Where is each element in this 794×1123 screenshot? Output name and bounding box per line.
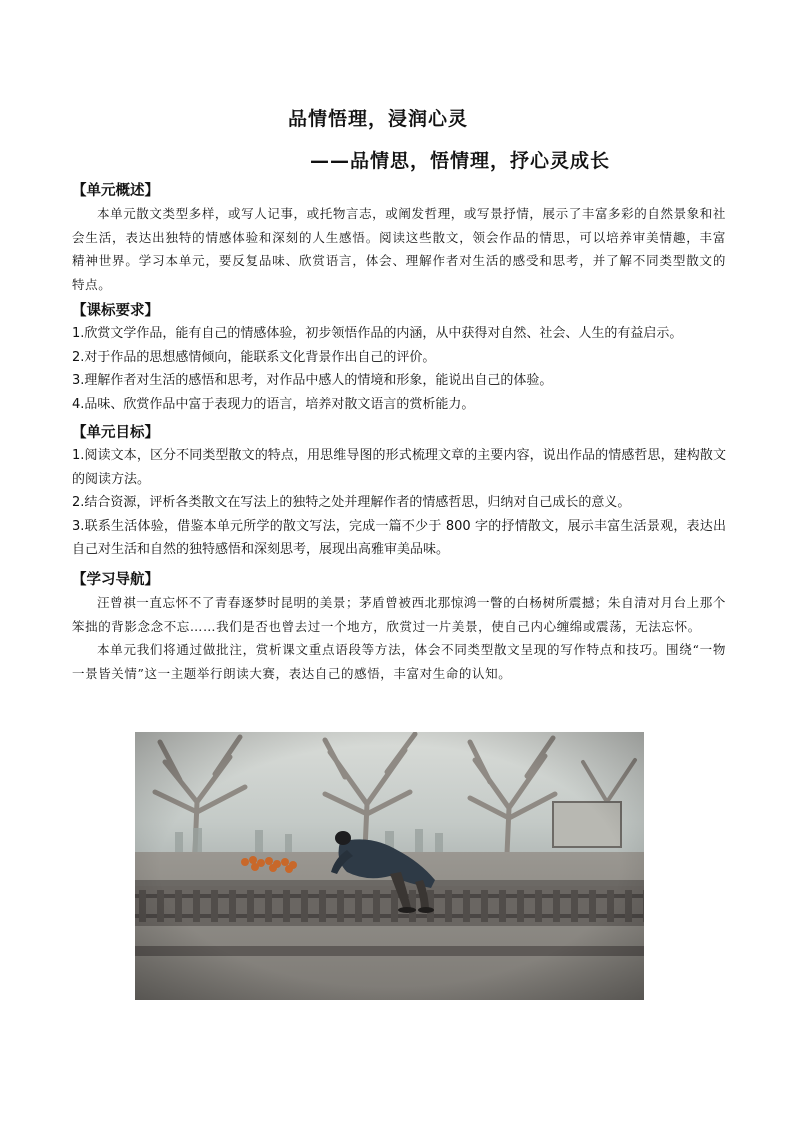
section-overview xyxy=(72,180,726,296)
section-goals xyxy=(72,422,726,562)
section-standards xyxy=(72,300,726,416)
illustration-figure xyxy=(135,732,644,1000)
goals-heading: 【单元目标】 xyxy=(72,425,159,441)
page-title: 品情悟理，浸润心灵 xyxy=(288,108,469,130)
guide-paragraph: 汪曾祺一直忘怀不了青春逐梦时昆明的美景；茅盾曾被西北那惊鸿一瞥的白杨树所震撼；朱自清对月台上那个笨拙的背影念念不忘……我们是否也曾去过一个地方，欣赏过一片美景，使自己内心缠绵或震荡，无法忘怀。 xyxy=(72,595,726,634)
goals-item: 2.结合资源，评析各类散文在写法上的独特之处并理解作者的情感哲思，归纳对自己成长的意义。 xyxy=(72,495,631,510)
guide-paragraph: 本单元我们将通过做批注，赏析课文重点语段等方法，体会不同类型散文呈现的写作特点和技巧。围绕“一物一景皆关情”这一主题举行朗读大赛，表达自己的感悟，丰富对生命的认知。 xyxy=(72,642,726,681)
guide-heading: 【学习导航】 xyxy=(72,572,159,588)
page-subtitle: ——品情思，悟情理，抒心灵成长 xyxy=(310,150,611,172)
illustration-svg xyxy=(135,732,644,1000)
standards-heading: 【课标要求】 xyxy=(72,303,159,319)
overview-paragraph: 本单元散文类型多样，或写人记事，或托物言志，或阐发哲理，或写景抒情，展示了丰富多彩的自然景象和社会生活，表达出独特的情感体验和深刻的人生感悟。阅读这些散文，领会作品的情思，可以培养审美情趣，丰富精神世界。学习本单元，要反复品味、欣赏语言，体会、理解作者对生活的感受和思考，并了解不同类型散文的特点。 xyxy=(72,206,726,292)
goals-item: 1.阅读文本，区分不同类型散文的特点，用思维导图的形式梳理文章的主要内容，说出作品的情感哲思，建构散文的阅读方法。 xyxy=(72,448,726,487)
standards-item: 1.欣赏文学作品，能有自己的情感体验，初步领悟作品的内涵，从中获得对自然、社会、人生的有益启示。 xyxy=(72,326,683,341)
standards-item: 4.品味、欣赏作品中富于表现力的语言，培养对散文语言的赏析能力。 xyxy=(72,396,475,412)
standards-item: 2.对于作品的思想感情倾向，能联系文化背景作出自己的评价。 xyxy=(72,349,436,365)
vignette xyxy=(135,732,644,1000)
section-guide xyxy=(72,569,726,685)
goals-item: 3.联系生活体验，借鉴本单元所学的散文写法，完成一篇不少于 800 字的抒情散文，展示丰富生活景观，表达出自己对生活和自然的独特感悟和深刻思考，展现出高雅审美品味。 xyxy=(72,518,726,557)
overview-heading: 【单元概述】 xyxy=(72,183,159,199)
standards-item: 3.理解作者对生活的感悟和思考，对作品中感人的情境和形象，能说出自己的体验。 xyxy=(72,373,553,388)
